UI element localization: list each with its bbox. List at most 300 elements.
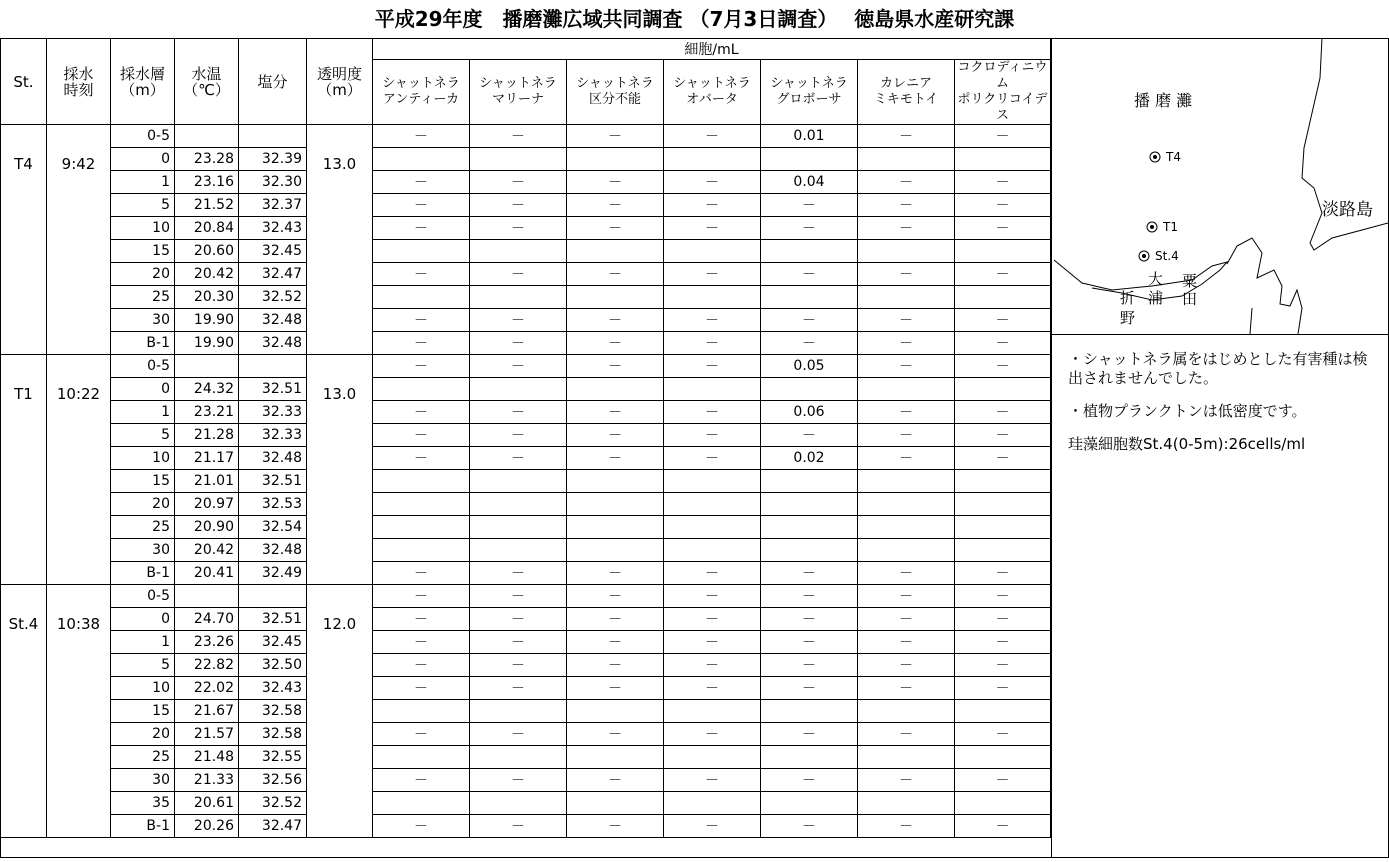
- header-species-line: ポリクリコイデス: [957, 92, 1048, 123]
- cell-count: [470, 746, 567, 769]
- cell-count: －: [373, 332, 470, 355]
- cell-count: －: [955, 424, 1051, 447]
- temperature-cell: 20.42: [175, 539, 239, 562]
- cell-count: －: [567, 585, 664, 608]
- cell-count: －: [858, 654, 955, 677]
- header-species-line: シャットネラ: [770, 76, 848, 91]
- salinity-cell: 32.43: [239, 677, 307, 700]
- cell-count: －: [470, 263, 567, 286]
- cell-count: [373, 470, 470, 493]
- cell-count: [664, 286, 761, 309]
- cell-count: [664, 746, 761, 769]
- header-cells: 細胞/mL: [373, 39, 1051, 60]
- table-row: [1, 171, 1051, 194]
- cell-count: [955, 792, 1051, 815]
- page-title: 平成29年度 播磨灘広域共同調査 （7月3日調査） 徳島県水産研究課: [374, 7, 1015, 31]
- temperature-cell: 19.90: [175, 332, 239, 355]
- cell-count: [373, 148, 470, 171]
- salinity-cell: 32.55: [239, 746, 307, 769]
- cell-count: [761, 470, 858, 493]
- map-label-oura: [1148, 270, 1163, 308]
- table-row: [1, 378, 1051, 401]
- table-row: [1, 355, 1051, 378]
- cell-count: [858, 792, 955, 815]
- depth-cell: 1: [111, 631, 175, 654]
- cell-count: －: [955, 654, 1051, 677]
- cell-count: －: [664, 125, 761, 148]
- header-time-line2: 時刻: [63, 80, 94, 99]
- depth-cell: 0-5: [111, 125, 175, 148]
- cell-count: －: [858, 263, 955, 286]
- cell-count: －: [955, 562, 1051, 585]
- cell-count: －: [955, 815, 1051, 838]
- cell-count: －: [664, 585, 761, 608]
- map-label-oura-1: 大: [1148, 270, 1164, 288]
- cell-count: －: [664, 723, 761, 746]
- depth-cell: 5: [111, 194, 175, 217]
- table-row: [1, 815, 1051, 838]
- table-row: [1, 240, 1051, 263]
- cell-count: －: [373, 815, 470, 838]
- cell-count: －: [373, 125, 470, 148]
- table-row: [1, 654, 1051, 677]
- cell-count: [955, 240, 1051, 263]
- depth-cell: 1: [111, 171, 175, 194]
- salinity-cell: 32.48: [239, 447, 307, 470]
- depth-cell: 5: [111, 654, 175, 677]
- table-row: [1, 631, 1051, 654]
- depth-cell: 25: [111, 746, 175, 769]
- cell-count: －: [955, 171, 1051, 194]
- header-depth: [111, 39, 175, 125]
- cell-count: [858, 378, 955, 401]
- table-row: [1, 194, 1051, 217]
- depth-cell: B-1: [111, 815, 175, 838]
- header-transparency-line2: （m）: [317, 80, 362, 99]
- cell-count: －: [664, 815, 761, 838]
- table-row: [1, 309, 1051, 332]
- cell-count: [664, 493, 761, 516]
- cell-count: [955, 148, 1051, 171]
- depth-cell: 10: [111, 677, 175, 700]
- map-label-st4: St.4: [1155, 249, 1179, 263]
- cell-count: [373, 746, 470, 769]
- cell-count: －: [664, 769, 761, 792]
- cell-count: －: [955, 631, 1051, 654]
- station-name: St.4: [1, 585, 47, 838]
- cell-count: －: [664, 217, 761, 240]
- cell-count: －: [373, 401, 470, 424]
- cell-count: －: [373, 447, 470, 470]
- cell-count: [470, 539, 567, 562]
- depth-cell: 5: [111, 424, 175, 447]
- cell-count: －: [373, 631, 470, 654]
- cell-count: [955, 470, 1051, 493]
- table-row: [1, 792, 1051, 815]
- table-row: [1, 516, 1051, 539]
- cell-count: [761, 539, 858, 562]
- cell-count: －: [664, 194, 761, 217]
- depth-cell: 30: [111, 309, 175, 332]
- header-station: St.: [1, 39, 47, 125]
- header-time-line1: 採水: [63, 64, 94, 83]
- cell-count: －: [470, 562, 567, 585]
- cell-count: [373, 378, 470, 401]
- salinity-cell: 32.45: [239, 631, 307, 654]
- header-species: [664, 60, 761, 125]
- cell-count: －: [858, 355, 955, 378]
- cell-count: －: [567, 654, 664, 677]
- cell-count: －: [761, 562, 858, 585]
- salinity-cell: 32.50: [239, 654, 307, 677]
- header-depth-line1: 採水層: [119, 64, 165, 83]
- depth-cell: 0-5: [111, 355, 175, 378]
- station-marker-t4-dot: [1153, 155, 1157, 159]
- cell-count: －: [955, 401, 1051, 424]
- table-row: [1, 447, 1051, 470]
- cell-count: －: [761, 608, 858, 631]
- cell-count: [955, 286, 1051, 309]
- cell-count: －: [470, 125, 567, 148]
- table-row: [1, 677, 1051, 700]
- cell-count: －: [664, 263, 761, 286]
- cell-count: －: [567, 608, 664, 631]
- cell-count: －: [373, 309, 470, 332]
- cell-count: [858, 516, 955, 539]
- cell-count: －: [664, 171, 761, 194]
- sampling-time: 10:22: [47, 355, 111, 585]
- cell-count: －: [761, 263, 858, 286]
- cell-count: [470, 286, 567, 309]
- cell-count: [470, 378, 567, 401]
- temperature-cell: 19.90: [175, 309, 239, 332]
- cell-count: －: [470, 769, 567, 792]
- salinity-cell: 32.56: [239, 769, 307, 792]
- cell-count: －: [858, 447, 955, 470]
- cell-count: －: [858, 562, 955, 585]
- header-species: [955, 60, 1051, 125]
- salinity-cell: [239, 355, 307, 378]
- sampling-time: 10:38: [47, 585, 111, 838]
- cell-count: [664, 240, 761, 263]
- cell-count: [567, 493, 664, 516]
- cell-count: －: [373, 723, 470, 746]
- salinity-cell: 32.30: [239, 171, 307, 194]
- map-label-kurita: [1182, 272, 1197, 308]
- map-label-orino: [1120, 288, 1135, 328]
- header-species-line: グロボーサ: [776, 92, 842, 107]
- cell-count: －: [955, 355, 1051, 378]
- cell-count: －: [858, 332, 955, 355]
- cell-count: －: [373, 424, 470, 447]
- salinity-cell: 32.51: [239, 608, 307, 631]
- temperature-cell: 21.57: [175, 723, 239, 746]
- cell-count: －: [470, 585, 567, 608]
- cell-count: [664, 148, 761, 171]
- cell-count: －: [858, 608, 955, 631]
- cell-count: －: [858, 677, 955, 700]
- depth-cell: 10: [111, 217, 175, 240]
- station-marker-st4-dot: [1142, 254, 1146, 258]
- cell-count: [567, 700, 664, 723]
- cell-count: [567, 746, 664, 769]
- cell-count: －: [373, 217, 470, 240]
- depth-cell: 15: [111, 700, 175, 723]
- header-species-line: コクロディニウム: [957, 60, 1048, 91]
- cell-count: －: [567, 723, 664, 746]
- header-species-line: カレニア: [879, 76, 932, 91]
- salinity-cell: 32.33: [239, 401, 307, 424]
- temperature-cell: 20.84: [175, 217, 239, 240]
- transparency-cell: 12.0: [307, 585, 373, 838]
- map-label-t1: T1: [1163, 220, 1178, 234]
- cell-count: －: [955, 332, 1051, 355]
- cell-count: －: [761, 769, 858, 792]
- note-harmful: ・シャットネラ属をはじめとした有害種は検出されませんでした。: [1068, 350, 1368, 387]
- cell-count: －: [761, 217, 858, 240]
- temperature-cell: 20.41: [175, 562, 239, 585]
- cell-count: [373, 700, 470, 723]
- map-label-orino-1: 折: [1120, 289, 1136, 307]
- cell-count: [858, 286, 955, 309]
- cell-count: －: [955, 309, 1051, 332]
- depth-cell: 35: [111, 792, 175, 815]
- header-temp: [175, 39, 239, 125]
- header-transparency: [307, 39, 373, 125]
- survey-map: [1052, 38, 1388, 335]
- cell-count: [761, 148, 858, 171]
- salinity-cell: 32.33: [239, 424, 307, 447]
- header-species-line: シャットネラ: [479, 76, 557, 91]
- cell-count: －: [664, 401, 761, 424]
- sampling-time: 9:42: [47, 125, 111, 355]
- bay-inner: [1250, 308, 1252, 334]
- header-species-line: 区分不能: [588, 92, 641, 107]
- temperature-cell: [175, 125, 239, 148]
- temperature-cell: 20.90: [175, 516, 239, 539]
- tokushima-coastline: [1054, 260, 1227, 300]
- temperature-cell: 23.21: [175, 401, 239, 424]
- cell-count: [664, 378, 761, 401]
- temperature-cell: 20.26: [175, 815, 239, 838]
- cell-count: －: [470, 723, 567, 746]
- depth-cell: 15: [111, 470, 175, 493]
- cell-count: [567, 286, 664, 309]
- cell-count: [858, 470, 955, 493]
- depth-cell: B-1: [111, 332, 175, 355]
- table-row: [1, 286, 1051, 309]
- cell-count: －: [955, 677, 1051, 700]
- temperature-cell: 21.28: [175, 424, 239, 447]
- cell-count: [955, 700, 1051, 723]
- cell-count: －: [567, 815, 664, 838]
- depth-cell: 20: [111, 723, 175, 746]
- header-temp-line2: （℃）: [183, 80, 230, 99]
- cell-count: －: [373, 769, 470, 792]
- cell-count: [664, 516, 761, 539]
- temperature-cell: 22.82: [175, 654, 239, 677]
- cell-count: －: [761, 677, 858, 700]
- cell-count: －: [373, 585, 470, 608]
- salinity-cell: 32.51: [239, 378, 307, 401]
- cell-count: [955, 516, 1051, 539]
- cell-count: －: [567, 769, 664, 792]
- depth-cell: 10: [111, 447, 175, 470]
- cell-count: [858, 539, 955, 562]
- header-species: [858, 60, 955, 125]
- cell-count: [567, 539, 664, 562]
- cell-count: －: [470, 194, 567, 217]
- cell-count: －: [567, 217, 664, 240]
- table-row: [1, 700, 1051, 723]
- table-row: [1, 470, 1051, 493]
- cell-count: [858, 240, 955, 263]
- station-marker-t1-dot: [1150, 225, 1154, 229]
- cell-count: －: [470, 401, 567, 424]
- cell-count: [567, 148, 664, 171]
- transparency-cell: 13.0: [307, 125, 373, 355]
- cell-count: [567, 470, 664, 493]
- depth-cell: 30: [111, 539, 175, 562]
- cell-count: [761, 286, 858, 309]
- cell-count: [955, 493, 1051, 516]
- cell-count: [567, 516, 664, 539]
- map-label-awaji: 淡路島: [1322, 200, 1373, 220]
- cell-count: [858, 746, 955, 769]
- note-density: ・植物プランクトンは低密度です。: [1068, 402, 1307, 420]
- cell-count: －: [761, 424, 858, 447]
- depth-cell: 0: [111, 148, 175, 171]
- cell-count: －: [567, 631, 664, 654]
- temperature-cell: [175, 355, 239, 378]
- cell-count: 0.01: [761, 125, 858, 148]
- cell-count: －: [761, 585, 858, 608]
- cell-count: －: [373, 355, 470, 378]
- cell-count: [955, 746, 1051, 769]
- cell-count: －: [470, 424, 567, 447]
- depth-cell: 1: [111, 401, 175, 424]
- data-table: [0, 38, 1051, 838]
- cell-count: －: [373, 263, 470, 286]
- temperature-cell: [175, 585, 239, 608]
- depth-cell: 25: [111, 286, 175, 309]
- cell-count: [761, 493, 858, 516]
- cell-count: －: [470, 815, 567, 838]
- cell-count: －: [373, 171, 470, 194]
- table-row: [1, 332, 1051, 355]
- depth-cell: 30: [111, 769, 175, 792]
- cell-count: －: [567, 332, 664, 355]
- cell-count: [761, 792, 858, 815]
- cell-count: －: [761, 332, 858, 355]
- depth-cell: 25: [111, 516, 175, 539]
- cell-count: [470, 700, 567, 723]
- cell-count: [664, 700, 761, 723]
- temperature-cell: 23.28: [175, 148, 239, 171]
- cell-count: －: [373, 194, 470, 217]
- salinity-cell: 32.47: [239, 815, 307, 838]
- cell-count: －: [955, 585, 1051, 608]
- salinity-cell: 32.37: [239, 194, 307, 217]
- cell-count: －: [373, 654, 470, 677]
- notes: [1068, 350, 1378, 468]
- cell-count: －: [858, 585, 955, 608]
- depth-cell: 20: [111, 493, 175, 516]
- salinity-cell: 32.49: [239, 562, 307, 585]
- cell-count: －: [567, 125, 664, 148]
- station-name: T4: [1, 125, 47, 355]
- salinity-cell: 32.52: [239, 792, 307, 815]
- cell-count: －: [567, 401, 664, 424]
- temperature-cell: 20.60: [175, 240, 239, 263]
- cell-count: －: [858, 401, 955, 424]
- cell-count: －: [664, 309, 761, 332]
- header-depth-line2: （m）: [120, 80, 165, 99]
- cell-count: [373, 286, 470, 309]
- table-row: [1, 746, 1051, 769]
- cell-count: －: [567, 263, 664, 286]
- temperature-cell: 20.61: [175, 792, 239, 815]
- salinity-cell: 32.47: [239, 263, 307, 286]
- cell-count: －: [470, 217, 567, 240]
- cell-count: [567, 240, 664, 263]
- cell-count: －: [567, 447, 664, 470]
- temperature-cell: 21.01: [175, 470, 239, 493]
- station-name: T1: [1, 355, 47, 585]
- salinity-cell: 32.58: [239, 700, 307, 723]
- temperature-cell: 21.33: [175, 769, 239, 792]
- cell-count: [373, 493, 470, 516]
- table-row: [1, 148, 1051, 171]
- header-transparency-line1: 透明度: [316, 64, 362, 83]
- cell-count: [567, 378, 664, 401]
- cell-count: [373, 539, 470, 562]
- cell-count: －: [955, 608, 1051, 631]
- salinity-cell: 32.52: [239, 286, 307, 309]
- map-label-oura-2: 浦: [1148, 289, 1164, 307]
- temperature-cell: 24.70: [175, 608, 239, 631]
- salinity-cell: 32.51: [239, 470, 307, 493]
- header-species: [761, 60, 858, 125]
- cell-count: [373, 240, 470, 263]
- salinity-cell: 32.48: [239, 332, 307, 355]
- map-label-t4: T4: [1166, 150, 1181, 164]
- depth-cell: 0: [111, 608, 175, 631]
- salinity-cell: 32.48: [239, 309, 307, 332]
- depth-cell: 0-5: [111, 585, 175, 608]
- cell-count: [858, 148, 955, 171]
- cell-count: [664, 470, 761, 493]
- depth-cell: B-1: [111, 562, 175, 585]
- table-row: [1, 723, 1051, 746]
- header-species: [470, 60, 567, 125]
- cell-count: －: [664, 608, 761, 631]
- cell-count: －: [858, 815, 955, 838]
- cell-count: －: [955, 194, 1051, 217]
- header-time: [47, 39, 111, 125]
- bay-coastline: [1227, 238, 1302, 334]
- header-species-line: アンティーカ: [382, 92, 460, 107]
- cell-count: －: [664, 677, 761, 700]
- cell-count: －: [373, 562, 470, 585]
- cell-count: [373, 516, 470, 539]
- cell-count: －: [858, 194, 955, 217]
- cell-count: －: [858, 171, 955, 194]
- cell-count: －: [664, 631, 761, 654]
- cell-count: －: [567, 171, 664, 194]
- cell-count: －: [470, 631, 567, 654]
- cell-count: －: [567, 562, 664, 585]
